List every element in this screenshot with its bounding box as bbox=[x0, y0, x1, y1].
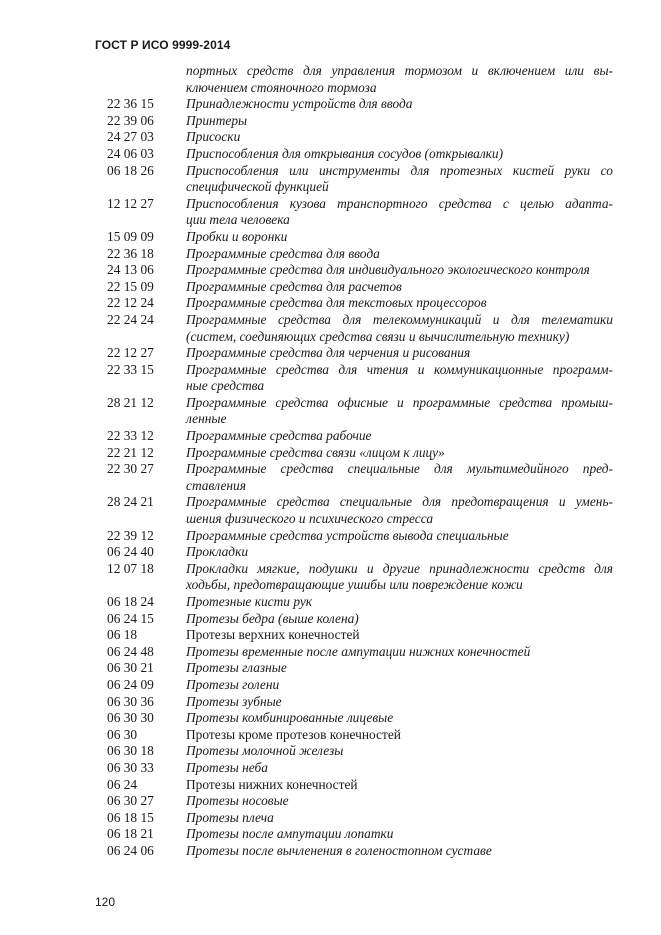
classification-code: 06 24 40 bbox=[107, 544, 154, 560]
index-term bbox=[186, 660, 613, 677]
classification-code: 28 21 12 bbox=[107, 394, 154, 410]
term-line: Протезы неба bbox=[186, 759, 268, 775]
index-term bbox=[186, 96, 613, 113]
term-line: Протезы голени bbox=[186, 676, 280, 692]
term-line: Протезы бедра (выше колена) bbox=[186, 610, 359, 626]
index-entries bbox=[0, 63, 661, 860]
term-line: Программные средства для расчетов bbox=[186, 278, 402, 294]
index-term bbox=[186, 627, 613, 644]
index-term bbox=[186, 163, 613, 196]
term-line: Приспособления для открывания сосудов (открывалки) bbox=[186, 145, 504, 161]
term-line: Приспособления или инструменты для протезных кистей руки со bbox=[186, 162, 613, 178]
term-line: специфической функцией bbox=[186, 179, 329, 195]
classification-code: 06 30 36 bbox=[107, 693, 154, 709]
term-line: Программные средства для текстовых процессоров bbox=[186, 295, 487, 311]
index-entry bbox=[0, 428, 661, 445]
classification-code: 06 24 48 bbox=[107, 643, 154, 659]
classification-code: 15 09 09 bbox=[107, 228, 154, 244]
index-term bbox=[186, 677, 613, 694]
index-term bbox=[186, 345, 613, 362]
term-line: Программные средства для телекоммуникаций и для телематики bbox=[186, 311, 613, 327]
term-line: ленные bbox=[186, 411, 227, 427]
index-entry bbox=[0, 196, 661, 229]
classification-code: 22 30 27 bbox=[107, 461, 154, 477]
index-term bbox=[186, 312, 613, 345]
term-line: шения физического и психического стресса bbox=[186, 511, 434, 527]
index-term bbox=[186, 229, 613, 246]
term-line: Протезы зубные bbox=[186, 693, 282, 709]
index-term bbox=[186, 63, 613, 96]
index-term bbox=[186, 760, 613, 777]
term-line: Принтеры bbox=[186, 112, 248, 128]
index-term bbox=[186, 710, 613, 727]
index-entry bbox=[0, 295, 661, 312]
term-line: (систем, соединяющих средства связи и вычислительную технику) bbox=[186, 328, 570, 344]
index-entry bbox=[0, 279, 661, 296]
index-entry bbox=[0, 129, 661, 146]
classification-code: 22 36 18 bbox=[107, 245, 154, 261]
term-line: Программные средства для ввода bbox=[186, 245, 380, 261]
classification-code: 12 12 27 bbox=[107, 195, 154, 211]
index-entry bbox=[0, 644, 661, 661]
term-line: ные средства bbox=[186, 378, 265, 394]
classification-code: 06 30 30 bbox=[107, 710, 154, 726]
index-term bbox=[186, 262, 613, 279]
classification-code: 28 24 21 bbox=[107, 494, 154, 510]
index-entry bbox=[0, 262, 661, 279]
classification-code: 06 30 33 bbox=[107, 759, 154, 775]
index-term bbox=[186, 727, 613, 744]
term-line: Программные средства для индивидуального экологического контроля bbox=[186, 262, 590, 278]
index-entry bbox=[0, 561, 661, 594]
index-term bbox=[186, 611, 613, 628]
index-entry bbox=[0, 760, 661, 777]
classification-code: 22 39 12 bbox=[107, 527, 154, 543]
index-term bbox=[186, 445, 613, 462]
index-entry bbox=[0, 461, 661, 494]
index-entry bbox=[0, 362, 661, 395]
term-line: Пробки и воронки bbox=[186, 228, 288, 244]
index-term bbox=[186, 461, 613, 494]
classification-code: 24 27 03 bbox=[107, 129, 154, 145]
classification-code: 22 24 24 bbox=[107, 311, 154, 327]
term-line: Протезы молочной железы bbox=[186, 743, 344, 759]
index-entry bbox=[0, 777, 661, 794]
classification-code: 06 18 21 bbox=[107, 826, 154, 842]
classification-code: 06 18 24 bbox=[107, 594, 154, 609]
classification-code: 06 18 bbox=[107, 627, 138, 643]
index-term bbox=[186, 561, 613, 594]
index-entry bbox=[0, 494, 661, 527]
index-term bbox=[186, 544, 613, 561]
term-line: Протезы кроме протезов конечностей bbox=[186, 726, 401, 742]
classification-code: 06 30 21 bbox=[107, 660, 154, 676]
index-entry bbox=[0, 395, 661, 428]
term-line: Протезы комбинированные лицевые bbox=[186, 710, 394, 726]
term-line: Протезы верхних конечностей bbox=[186, 627, 360, 643]
term-line: ставления bbox=[186, 477, 246, 493]
term-line: ключением стояночного тормоза bbox=[186, 79, 377, 95]
index-entry bbox=[0, 694, 661, 711]
term-line: Протезные кисти рук bbox=[186, 594, 313, 609]
index-term bbox=[186, 196, 613, 229]
term-line: Прокладки мягкие, подушки и другие принадлежности средств для bbox=[186, 560, 613, 576]
term-line: Протезы глазные bbox=[186, 660, 287, 676]
term-line: Протезы после вычленения в голеностопном суставе bbox=[186, 842, 492, 858]
index-entry bbox=[0, 445, 661, 462]
term-line: Протезы плеча bbox=[186, 809, 274, 825]
term-line: Программные средства офисные и программные средства промыш- bbox=[186, 394, 613, 410]
term-line: Присоски bbox=[186, 129, 241, 145]
index-entry bbox=[0, 113, 661, 130]
index-entry bbox=[0, 96, 661, 113]
classification-code: 24 13 06 bbox=[107, 262, 154, 278]
term-line: Протезы временные после ампутации нижних конечностей bbox=[186, 643, 531, 659]
classification-code: 06 18 15 bbox=[107, 809, 154, 825]
index-term bbox=[186, 279, 613, 296]
classification-code: 22 33 12 bbox=[107, 428, 154, 444]
index-entry bbox=[0, 710, 661, 727]
index-term bbox=[186, 743, 613, 760]
classification-code: 06 18 26 bbox=[107, 162, 154, 178]
classification-code: 22 21 12 bbox=[107, 444, 154, 460]
term-line: портных средств для управления тормозом и включением или вы- bbox=[186, 63, 613, 78]
index-term bbox=[186, 428, 613, 445]
classification-code: 06 30 27 bbox=[107, 793, 154, 809]
index-entry bbox=[0, 594, 661, 611]
index-entry bbox=[0, 163, 661, 196]
index-entry bbox=[0, 627, 661, 644]
term-line: Программные средства связи «лицом к лицу» bbox=[186, 444, 445, 460]
term-line: Программные средства специальные для мультимедийного пред- bbox=[186, 461, 613, 477]
index-term bbox=[186, 362, 613, 395]
index-term bbox=[186, 494, 613, 527]
term-line: ции тела человека bbox=[186, 212, 290, 228]
term-line: Прокладки bbox=[186, 544, 249, 560]
index-entry bbox=[0, 743, 661, 760]
term-line: Программные средства устройств вывода специальные bbox=[186, 527, 509, 543]
index-entry bbox=[0, 677, 661, 694]
classification-code: 12 07 18 bbox=[107, 560, 154, 576]
index-entry bbox=[0, 229, 661, 246]
term-line: Принадлежности устройств для ввода bbox=[186, 96, 413, 112]
term-line: Программные средства для черчения и рисования bbox=[186, 345, 471, 361]
index-entry bbox=[0, 660, 661, 677]
term-line: Программные средства рабочие bbox=[186, 428, 372, 444]
index-entry bbox=[0, 146, 661, 163]
term-line: Протезы после ампутации лопатки bbox=[186, 826, 394, 842]
index-term bbox=[186, 528, 613, 545]
term-line: ходьбы, предотвращающие ушибы или повреждение кожи bbox=[186, 577, 523, 593]
index-term bbox=[186, 793, 613, 810]
index-entry bbox=[0, 843, 661, 860]
index-term bbox=[186, 246, 613, 263]
index-entry bbox=[0, 345, 661, 362]
classification-code: 06 30 18 bbox=[107, 743, 154, 759]
classification-code: 22 12 24 bbox=[107, 295, 154, 311]
index-term bbox=[186, 810, 613, 827]
term-line: Протезы нижних конечностей bbox=[186, 776, 358, 792]
index-entry bbox=[0, 611, 661, 628]
classification-code: 22 12 27 bbox=[107, 345, 154, 361]
classification-code: 06 24 bbox=[107, 776, 138, 792]
classification-code: 22 39 06 bbox=[107, 112, 154, 128]
term-line: Приспособления кузова транспортного средства с целью адапта- bbox=[186, 195, 613, 211]
index-entry bbox=[0, 312, 661, 345]
index-term bbox=[186, 146, 613, 163]
index-term bbox=[186, 644, 613, 661]
index-term bbox=[186, 843, 613, 860]
term-line: Программные средства для чтения и коммуникационные программ- bbox=[186, 361, 613, 377]
classification-code: 22 15 09 bbox=[107, 278, 154, 294]
term-line: Протезы носовые bbox=[186, 793, 289, 809]
index-entry bbox=[0, 63, 661, 96]
index-entry bbox=[0, 793, 661, 810]
index-term bbox=[186, 694, 613, 711]
index-entry bbox=[0, 826, 661, 843]
term-line: Программные средства специальные для предотвращения и умень- bbox=[186, 494, 613, 510]
classification-code: 06 24 06 bbox=[107, 842, 154, 858]
document-header: ГОСТ Р ИСО 9999-2014 bbox=[95, 38, 231, 52]
index-term bbox=[186, 777, 613, 794]
index-term bbox=[186, 295, 613, 312]
index-term bbox=[186, 113, 613, 130]
index-term bbox=[186, 129, 613, 146]
classification-code: 06 24 15 bbox=[107, 610, 154, 626]
index-term bbox=[186, 594, 613, 611]
index-entry bbox=[0, 246, 661, 263]
index-term bbox=[186, 826, 613, 843]
index-entry bbox=[0, 528, 661, 545]
classification-code: 06 30 bbox=[107, 726, 138, 742]
classification-code: 22 33 15 bbox=[107, 361, 154, 377]
index-entry bbox=[0, 544, 661, 561]
classification-code: 22 36 15 bbox=[107, 96, 154, 112]
page-number: 120 bbox=[95, 895, 116, 909]
index-entry bbox=[0, 810, 661, 827]
classification-code: 06 24 09 bbox=[107, 676, 154, 692]
classification-code: 24 06 03 bbox=[107, 145, 154, 161]
index-entry bbox=[0, 727, 661, 744]
index-term bbox=[186, 395, 613, 428]
